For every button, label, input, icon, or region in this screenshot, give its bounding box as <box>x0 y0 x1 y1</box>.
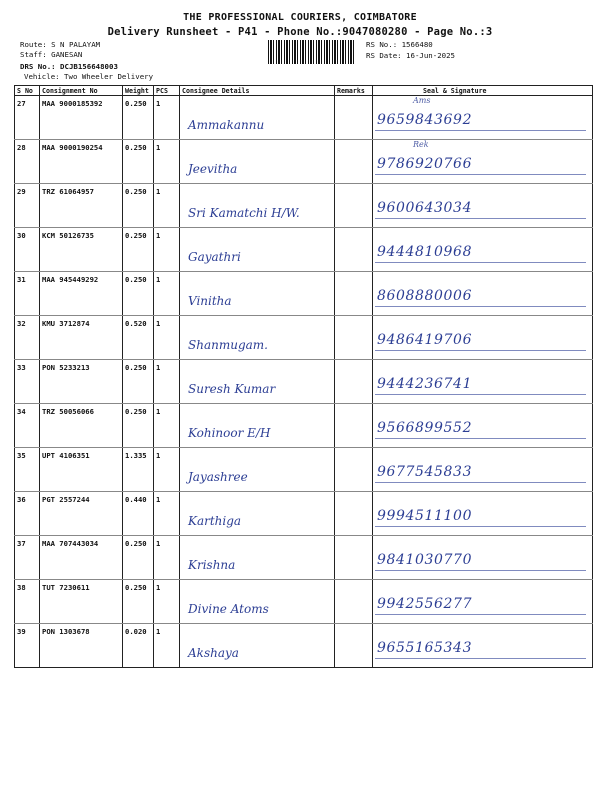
signature-line <box>375 130 586 131</box>
row-weight <box>123 316 154 360</box>
signature-line <box>375 306 586 307</box>
row-consignee <box>180 184 335 228</box>
receiver-phone: 9659843692 <box>377 112 473 128</box>
row-remarks <box>335 228 373 272</box>
receiver-phone: 9566899552 <box>377 420 473 436</box>
row-sno <box>15 184 40 228</box>
row-sno <box>15 272 40 316</box>
row-consignment <box>40 492 123 536</box>
row-weight <box>123 272 154 316</box>
staff-label: Staff: GANESAN <box>20 50 83 59</box>
row-consignment <box>40 140 123 184</box>
row-sno <box>15 228 40 272</box>
consignee-name: Akshaya <box>188 646 239 660</box>
row-sno <box>15 448 40 492</box>
row-consignee <box>180 624 335 668</box>
row-consignment <box>40 184 123 228</box>
sno-value: 39 <box>17 627 26 636</box>
weight-value: 1.335 <box>125 451 147 460</box>
weight-value: 0.250 <box>125 99 147 108</box>
sno-value: 35 <box>17 451 26 460</box>
consignee-name: Gayathri <box>188 250 241 264</box>
table-row <box>15 184 593 228</box>
row-consignment <box>40 272 123 316</box>
consignment-number: MAA 9000185392 <box>42 99 103 108</box>
receiver-phone: 9994511100 <box>377 508 473 524</box>
row-weight <box>123 184 154 228</box>
signature-line <box>375 174 586 175</box>
row-weight <box>123 96 154 140</box>
pcs-value: 1 <box>156 363 161 372</box>
barcode <box>268 40 356 64</box>
route-label: Route: S N PALAYAM <box>20 40 101 49</box>
row-consignee <box>180 140 335 184</box>
row-sno <box>15 316 40 360</box>
table-row <box>15 492 593 536</box>
row-sno <box>15 360 40 404</box>
rs-date: RS Date: 16-Jun-2025 <box>366 51 455 60</box>
row-pcs <box>154 140 180 184</box>
table-row <box>15 96 593 140</box>
consignee-name: Jayashree <box>188 470 248 484</box>
pcs-value: 1 <box>156 187 161 196</box>
row-consignee <box>180 96 335 140</box>
signature-line <box>375 482 586 483</box>
pcs-value: 1 <box>156 627 161 636</box>
signature-line <box>375 438 586 439</box>
signature-mark: Ams <box>413 96 431 105</box>
pcs-value: 1 <box>156 495 161 504</box>
sno-value: 32 <box>17 319 26 328</box>
consignment-number: MAA 9000190254 <box>42 143 103 152</box>
row-sno <box>15 492 40 536</box>
row-pcs <box>154 228 180 272</box>
pcs-value: 1 <box>156 407 161 416</box>
signature-line <box>375 350 586 351</box>
sno-value: 38 <box>17 583 26 592</box>
row-weight <box>123 580 154 624</box>
row-remarks <box>335 140 373 184</box>
row-remarks <box>335 448 373 492</box>
sno-value: 28 <box>17 143 26 152</box>
row-consignment <box>40 96 123 140</box>
row-consignment <box>40 228 123 272</box>
row-weight <box>123 404 154 448</box>
row-pcs <box>154 316 180 360</box>
consignee-name: Karthiga <box>188 514 242 528</box>
row-weight <box>123 360 154 404</box>
row-consignee <box>180 272 335 316</box>
row-consignee <box>180 360 335 404</box>
weight-value: 0.250 <box>125 583 147 592</box>
sno-value: 33 <box>17 363 26 372</box>
col-consignment: Consignment No <box>40 86 123 96</box>
consignee-name: Divine Atoms <box>188 602 269 616</box>
consignee-name: Vinitha <box>188 294 232 308</box>
row-pcs <box>154 184 180 228</box>
row-consignment <box>40 536 123 580</box>
row-signature <box>373 360 593 404</box>
consignment-number: PGT 2557244 <box>42 495 90 504</box>
row-sno <box>15 96 40 140</box>
row-consignee <box>180 580 335 624</box>
row-signature <box>373 96 593 140</box>
sno-value: 36 <box>17 495 26 504</box>
signature-line <box>375 658 586 659</box>
drs-number: DRS No.: DCJB156648003 <box>20 62 118 71</box>
col-sno: S No <box>15 86 40 96</box>
sno-value: 37 <box>17 539 26 548</box>
row-signature <box>373 140 593 184</box>
weight-value: 0.520 <box>125 319 147 328</box>
consignee-name: Suresh Kumar <box>188 382 276 396</box>
row-sno <box>15 140 40 184</box>
row-signature <box>373 316 593 360</box>
row-weight <box>123 140 154 184</box>
consignment-number: TRZ 50056066 <box>42 407 94 416</box>
company-title: THE PROFESSIONAL COURIERS, COIMBATORE <box>183 12 417 23</box>
weight-value: 0.440 <box>125 495 147 504</box>
runsheet-title: Delivery Runsheet - P41 - Phone No.:9047080280 - Page No.:3 <box>107 26 493 38</box>
table-row <box>15 272 593 316</box>
row-signature <box>373 272 593 316</box>
row-signature <box>373 184 593 228</box>
consignee-name: Shanmugam. <box>188 338 268 352</box>
receiver-phone: 9841030770 <box>377 552 473 568</box>
pcs-value: 1 <box>156 319 161 328</box>
consignment-number: TRZ 61064957 <box>42 187 94 196</box>
receiver-phone: 9486419706 <box>377 332 473 348</box>
receiver-phone: 9942556277 <box>377 596 473 612</box>
table-row <box>15 228 593 272</box>
row-pcs <box>154 536 180 580</box>
sno-value: 27 <box>17 99 26 108</box>
col-remarks: Remarks <box>335 86 373 96</box>
col-pcs: PCS <box>154 86 180 96</box>
weight-value: 0.250 <box>125 363 147 372</box>
row-signature <box>373 228 593 272</box>
pcs-value: 1 <box>156 231 161 240</box>
rs-number: RS No.: 1566480 <box>366 40 433 49</box>
table-row <box>15 140 593 184</box>
receiver-phone: 9677545833 <box>377 464 473 480</box>
row-pcs <box>154 272 180 316</box>
row-signature <box>373 448 593 492</box>
consignment-number: PON 1303678 <box>42 627 90 636</box>
pcs-value: 1 <box>156 583 161 592</box>
consignment-number: TUT 7230611 <box>42 583 90 592</box>
row-signature <box>373 580 593 624</box>
row-consignment <box>40 580 123 624</box>
weight-value: 0.250 <box>125 143 147 152</box>
receiver-phone: 9444810968 <box>377 244 473 260</box>
receiver-phone: 8608880006 <box>377 288 473 304</box>
pcs-value: 1 <box>156 99 161 108</box>
pcs-value: 1 <box>156 275 161 284</box>
row-weight <box>123 536 154 580</box>
consignment-number: KCM 50126735 <box>42 231 94 240</box>
runsheet-table <box>14 85 593 668</box>
row-consignee <box>180 448 335 492</box>
consignment-number: MAA 945449292 <box>42 275 99 284</box>
row-remarks <box>335 272 373 316</box>
consignment-number: PON 5233213 <box>42 363 90 372</box>
table-row <box>15 536 593 580</box>
consignee-name: Jeevitha <box>188 162 238 176</box>
row-pcs <box>154 624 180 668</box>
signature-line <box>375 218 586 219</box>
receiver-phone: 9600643034 <box>377 200 473 216</box>
table-row <box>15 316 593 360</box>
row-consignment <box>40 448 123 492</box>
row-pcs <box>154 404 180 448</box>
pcs-value: 1 <box>156 539 161 548</box>
row-pcs <box>154 492 180 536</box>
table-row <box>15 624 593 668</box>
table-row <box>15 580 593 624</box>
pcs-value: 1 <box>156 451 161 460</box>
consignee-name: Krishna <box>188 558 236 572</box>
receiver-phone: 9444236741 <box>377 376 473 392</box>
row-consignee <box>180 316 335 360</box>
consignee-name: Ammakannu <box>188 118 265 132</box>
row-sno <box>15 624 40 668</box>
col-signature: Seal & Signature <box>373 86 593 96</box>
table-row <box>15 448 593 492</box>
col-weight: Weight <box>123 86 154 96</box>
signature-mark: Rek <box>413 140 429 149</box>
weight-value: 0.250 <box>125 539 147 548</box>
signature-line <box>375 570 586 571</box>
consignee-name: Sri Kamatchi H/W. <box>188 206 300 220</box>
row-remarks <box>335 184 373 228</box>
row-weight <box>123 448 154 492</box>
receiver-phone: 9655165343 <box>377 640 473 656</box>
row-consignment <box>40 316 123 360</box>
row-remarks <box>335 580 373 624</box>
consignee-name: Kohinoor E/H <box>188 426 271 440</box>
row-remarks <box>335 316 373 360</box>
weight-value: 0.250 <box>125 231 147 240</box>
weight-value: 0.250 <box>125 275 147 284</box>
consignment-number: UPT 4106351 <box>42 451 90 460</box>
row-pcs <box>154 360 180 404</box>
sno-value: 30 <box>17 231 26 240</box>
vehicle-label: Vehicle: Two Wheeler Delivery <box>24 72 154 81</box>
col-consignee: Consignee Details <box>180 86 335 96</box>
consignment-number: KMU 3712874 <box>42 319 90 328</box>
row-sno <box>15 404 40 448</box>
sno-value: 34 <box>17 407 26 416</box>
row-weight <box>123 624 154 668</box>
row-sno <box>15 536 40 580</box>
weight-value: 0.250 <box>125 407 147 416</box>
table-row <box>15 360 593 404</box>
row-weight <box>123 492 154 536</box>
row-consignment <box>40 360 123 404</box>
row-consignee <box>180 536 335 580</box>
pcs-value: 1 <box>156 143 161 152</box>
row-remarks <box>335 404 373 448</box>
row-remarks <box>335 492 373 536</box>
row-consignee <box>180 492 335 536</box>
signature-line <box>375 614 586 615</box>
weight-value: 0.020 <box>125 627 147 636</box>
row-signature <box>373 536 593 580</box>
row-consignment <box>40 404 123 448</box>
sno-value: 29 <box>17 187 26 196</box>
row-remarks <box>335 624 373 668</box>
row-consignee <box>180 228 335 272</box>
row-remarks <box>335 536 373 580</box>
row-pcs <box>154 96 180 140</box>
signature-line <box>375 394 586 395</box>
sno-value: 31 <box>17 275 26 284</box>
row-signature <box>373 492 593 536</box>
row-remarks <box>335 96 373 140</box>
row-pcs <box>154 448 180 492</box>
row-pcs <box>154 580 180 624</box>
row-sno <box>15 580 40 624</box>
signature-line <box>375 262 586 263</box>
row-remarks <box>335 360 373 404</box>
weight-value: 0.250 <box>125 187 147 196</box>
consignment-number: MAA 707443034 <box>42 539 99 548</box>
row-signature <box>373 624 593 668</box>
signature-line <box>375 526 586 527</box>
table-header <box>15 86 593 96</box>
row-consignment <box>40 624 123 668</box>
receiver-phone: 9786920766 <box>377 156 473 172</box>
row-signature <box>373 404 593 448</box>
row-consignee <box>180 404 335 448</box>
table-row <box>15 404 593 448</box>
row-weight <box>123 228 154 272</box>
